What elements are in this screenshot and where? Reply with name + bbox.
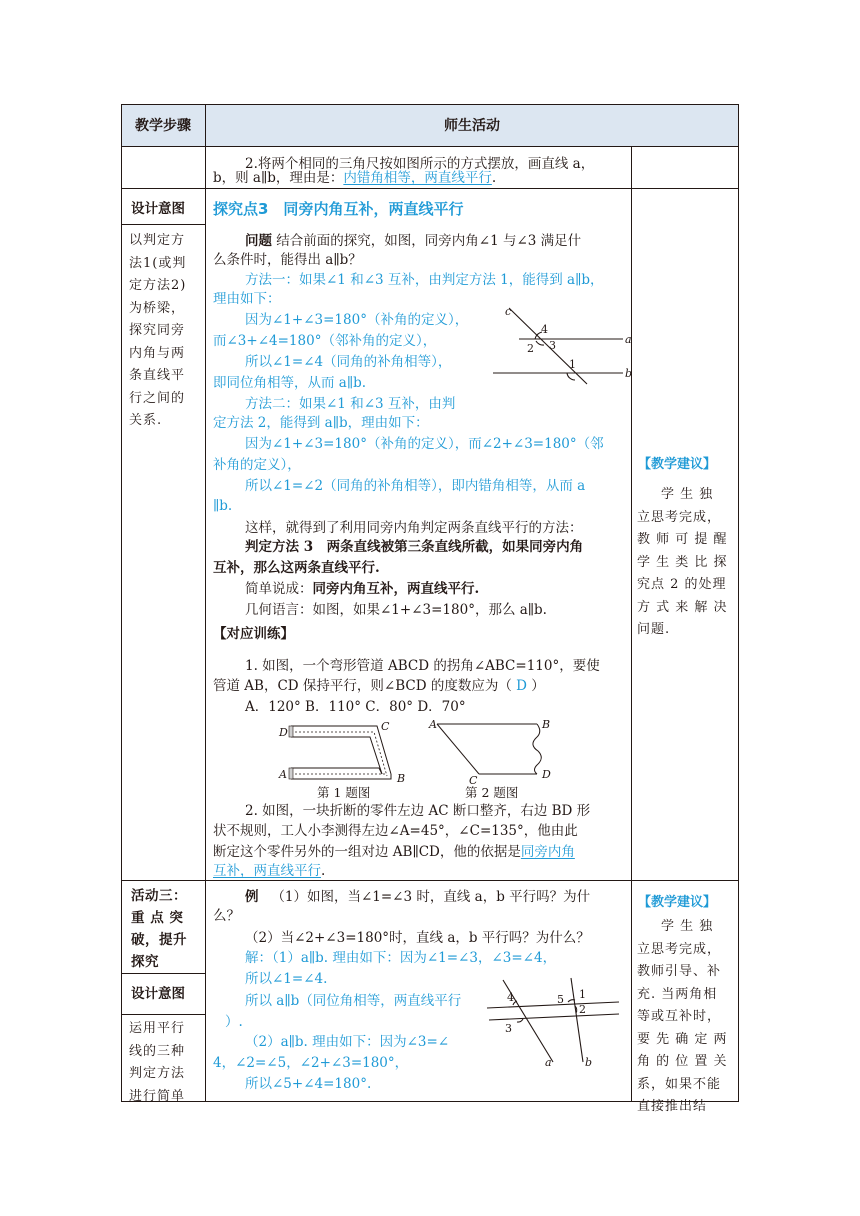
rule-line2: 互补，那么这两条直线平行.: [213, 560, 380, 576]
q2-line2: 状不规则，工人小李测得左边∠A=45°，∠C=135°，他由此: [213, 823, 578, 839]
lesson-table: [121, 104, 739, 1114]
method2-l6: ∥b.: [213, 498, 233, 514]
svg-text:C: C: [381, 720, 390, 733]
figure-q2-part: [429, 718, 559, 790]
solution-l5: （2）a∥b. 理由如下：因为∠3=∠: [245, 1034, 450, 1050]
example-q1: 例 （1）如图，当∠1=∠3 时，直线 a，b 平行吗？为什: [245, 889, 591, 905]
svg-text:1: 1: [579, 988, 586, 1001]
q1-answer: D: [516, 678, 527, 694]
solution-l3: 所以 a∥b（同位角相等，两直线平行: [245, 993, 462, 1009]
svg-text:c: c: [505, 305, 512, 318]
figure-q1-pipe: [279, 718, 409, 790]
row3-suggest-text: 学 生 独 立思考完成， 教师引导、补 充. 当两角相 等或互补时， 要 先 确 定 两 角 的 位 置 关 系，如果不能 直接推出结: [637, 919, 728, 1114]
row1-answer: 内错角相等，两直线平行: [343, 170, 492, 186]
svg-text:2: 2: [527, 342, 534, 355]
svg-text:b: b: [585, 1056, 593, 1069]
svg-text:A: A: [429, 718, 437, 731]
rule-line1: 判定方法 3 两条直线被第三条直线所截，如果同旁内角: [245, 539, 584, 555]
explore-title: 探究点3 同旁内角互补，两直线平行: [213, 200, 464, 218]
q2-answer-part2: 互补，两直线平行: [213, 863, 321, 879]
svg-text:3: 3: [505, 1022, 512, 1035]
header-steps: 教学步骤: [121, 104, 205, 146]
method1-l5: 所以∠1=∠4（同角的补角相等），: [245, 354, 452, 370]
svg-text:D: D: [279, 726, 288, 739]
q1-options: A．120° B．110° C．80° D．70°: [245, 699, 466, 715]
method2-l1: 方法二：如果∠1 和∠3 互补，由判: [245, 396, 456, 412]
svg-text:4: 4: [541, 323, 548, 336]
svg-text:2: 2: [579, 1003, 586, 1016]
method2-l2: 定方法 2，能得到 a∥b，理由如下：: [213, 415, 429, 431]
fig2-caption: 第 2 题图: [465, 785, 519, 800]
question-line2: 么条件时，能得出 a∥b？: [213, 252, 362, 268]
row1-line2: b，则 a∥b，理由是：内错角相等，两直线平行.: [213, 170, 497, 186]
figure-parallel-lines: [491, 302, 633, 384]
solution-l7: 所以∠5+∠4=180°.: [245, 1076, 372, 1092]
method1-l6: 即同位角相等，从而 a∥b.: [213, 375, 367, 391]
activity-three-label: 活动三： 重 点 突 破，提升 探究: [131, 888, 187, 970]
question-line1: 问题 结合前面的探究，如图，同旁内角∠1 与∠3 满足什: [245, 233, 582, 249]
solution-l1: 解：（1）a∥b. 理由如下：因为∠1=∠3，∠3=∠4，: [245, 950, 557, 966]
example-q2: （2）当∠2+∠3=180°时，直线 a，b 平行吗？为什么？: [245, 930, 590, 946]
example-q1b: 么？: [213, 908, 240, 924]
svg-text:1: 1: [569, 358, 576, 371]
practice-title: 【对应训练】: [213, 626, 294, 642]
method1-l4: 而∠3+∠4=180°（邻补角的定义），: [213, 333, 437, 349]
svg-text:C: C: [469, 774, 478, 787]
summary-line: 这样，就得到了利用同旁内角判定两条直线平行的方法：: [245, 520, 583, 536]
svg-text:B: B: [397, 772, 406, 785]
header-activities: 师生活动: [205, 104, 739, 146]
row3-suggest-tag: 【教学建议】: [638, 895, 717, 910]
row2-intent: 以判定方 法1(或判 定方法2) 为桥梁， 探究同旁 内角与两 条直线平 行之间的 关系.: [129, 233, 187, 428]
row2-suggest-text: 学 生 独 立思考完成， 教 师 可 提 醒 学 生 类 比 探 究点 2 的处理 方 式 来 解 决 问题.: [637, 487, 728, 637]
solution-l6: 4，∠2=∠5，∠2+∠3=180°，: [213, 1055, 409, 1071]
method1-l1: 方法一：如果∠1 和∠3 互补，由判定方法 1，能得到 a∥b，: [245, 272, 604, 288]
q2-line1: 2. 如图，一块折断的零件左边 AC 断口整齐，右边 BD 形: [245, 803, 591, 819]
svg-text:A: A: [279, 768, 287, 781]
solution-l4: ）.: [225, 1014, 243, 1030]
row3-intent: 运用平行 线的三种 判定方法 进行简单: [129, 1021, 186, 1104]
row3-intent-label: 设计意图: [131, 986, 185, 1002]
solution-l2: 所以∠1=∠4.: [245, 971, 328, 987]
svg-text:B: B: [542, 718, 551, 731]
method2-l4: 补角的定义），: [213, 457, 301, 473]
figure-example: [483, 976, 623, 1068]
svg-text:b: b: [625, 367, 633, 380]
q1-line2: 管道 AB，CD 保持平行，则∠BCD 的度数应为（ D ）: [213, 678, 545, 694]
short-form: 简单说成：同旁内角互补，两直线平行.: [245, 581, 480, 597]
row2-label: 设计意图: [131, 201, 185, 217]
method2-l3: 因为∠1+∠3=180°（补角的定义），而∠2+∠3=180°（邻: [245, 436, 604, 452]
svg-text:3: 3: [549, 339, 556, 352]
svg-text:5: 5: [557, 993, 564, 1006]
method2-l5: 所以∠1=∠2（同角的补角相等），即内错角相等，从而 a: [245, 478, 586, 494]
method1-l3: 因为∠1+∠3=180°（补角的定义），: [245, 312, 469, 328]
svg-text:D: D: [542, 768, 551, 781]
row1-line1: 2.将两个相同的三角尺按如图所示的方式摆放，画直线 a，: [245, 156, 595, 172]
q2-answer-part1: 同旁内角: [520, 844, 575, 860]
q1-line1: 1. 如图，一个弯形管道 ABCD 的拐角∠ABC=110°，要使: [245, 658, 600, 674]
fig1-caption: 第 1 题图: [317, 785, 371, 800]
svg-text:a: a: [625, 333, 632, 346]
row2-suggest-tag: 【教学建议】: [638, 457, 717, 472]
method1-l2: 理由如下：: [213, 291, 281, 307]
geometry-language: 几何语言：如图，如果∠1+∠3=180°，那么 a∥b.: [245, 602, 547, 618]
q2-line3: 断定这个零件另外的一组对边 AB∥CD，他的依据是同旁内角: [213, 844, 575, 860]
svg-text:4: 4: [507, 991, 514, 1004]
svg-text:a: a: [545, 1056, 552, 1069]
q2-line4: 互补，两直线平行.: [213, 863, 326, 879]
